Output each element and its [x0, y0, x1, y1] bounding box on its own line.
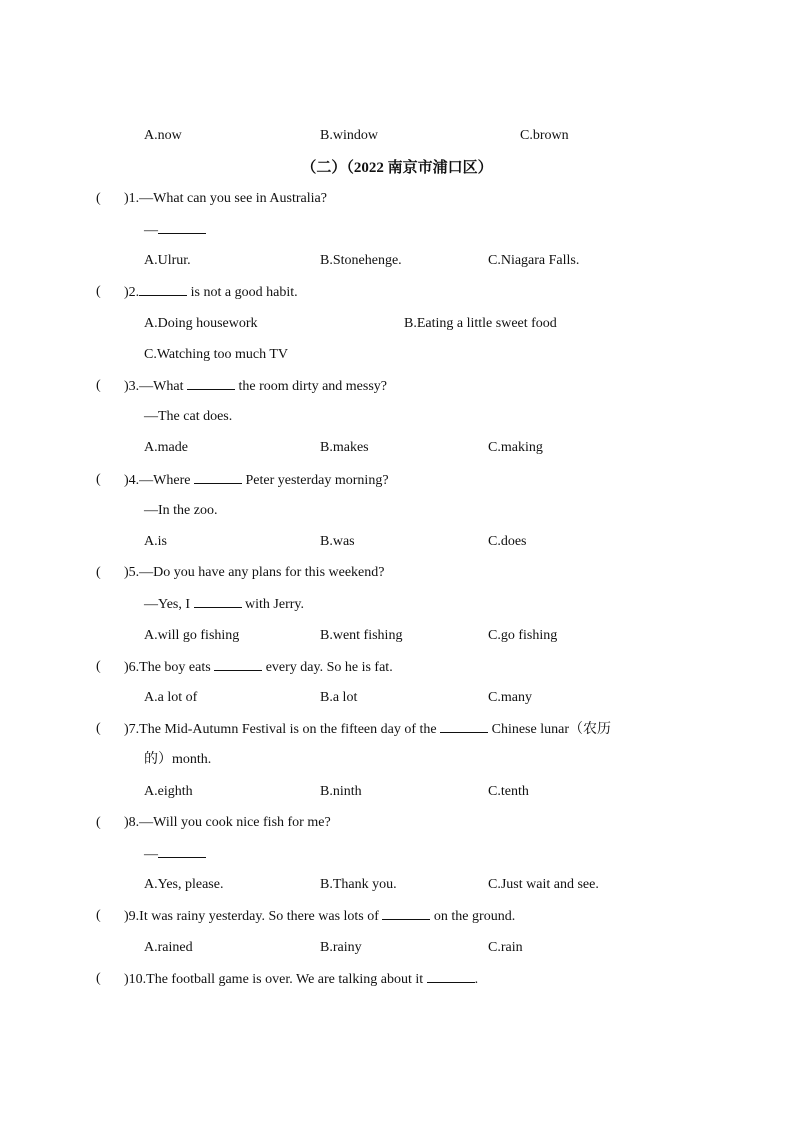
answer-paren: (	[96, 659, 101, 674]
answer-blank	[158, 221, 206, 234]
question-7-stem: )7.The Mid-Autumn Festival is on the fifteen day of the Chinese lunar（农历	[124, 722, 611, 737]
option-a: A.Ulrur.	[144, 253, 191, 268]
answer-blank	[440, 720, 488, 733]
question-8-answer-line: —	[144, 845, 206, 864]
option-a: A.now	[144, 128, 182, 143]
answer-paren: (	[96, 815, 101, 830]
question-3-stem: )3.—What the room dirty and messy?	[124, 379, 388, 394]
question-8-stem: )8.—Will you cook nice fish for me?	[124, 815, 331, 830]
answer-paren: (	[96, 191, 101, 206]
answer-paren: (	[96, 971, 101, 986]
section-title: （二）（2022 南京市浦口区）	[301, 160, 493, 176]
question-5-reply: —Yes, I with Jerry.	[144, 597, 305, 612]
question-4-stem: )4.—Where Peter yesterday morning?	[124, 473, 389, 488]
option-b: B.went fishing	[320, 628, 403, 643]
answer-paren: (	[96, 284, 101, 299]
answer-paren: (	[96, 908, 101, 923]
answer-paren: (	[96, 721, 101, 736]
option-a: A.made	[144, 440, 188, 455]
option-a: A.Yes, please.	[144, 877, 224, 892]
option-b: B.Thank you.	[320, 877, 397, 892]
question-9-stem: )9.It was rainy yesterday. So there was lots of on the ground.	[124, 909, 516, 924]
option-a: A.is	[144, 534, 167, 549]
option-b: B.was	[320, 534, 355, 549]
question-1-answer-line: —	[144, 221, 206, 240]
option-b: B.Stonehenge.	[320, 253, 402, 268]
question-2-stem: )2. is not a good habit.	[124, 285, 298, 300]
option-c: C.Just wait and see.	[488, 877, 599, 892]
question-6-stem: )6.The boy eats every day. So he is fat.	[124, 660, 393, 675]
answer-paren: (	[96, 472, 101, 487]
option-c: C.tenth	[488, 784, 529, 799]
answer-blank	[158, 845, 206, 858]
option-a: A.will go fishing	[144, 628, 240, 643]
option-c: C.go fishing	[488, 628, 558, 643]
answer-blank	[139, 283, 187, 296]
answer-blank	[187, 377, 235, 390]
question-4-reply: —In the zoo.	[144, 503, 218, 518]
option-b: B.window	[320, 128, 378, 143]
option-b: B.makes	[320, 440, 369, 455]
option-c: C.many	[488, 690, 532, 705]
option-c: C.brown	[520, 128, 569, 143]
option-c: C.Niagara Falls.	[488, 253, 580, 268]
question-10-stem: )10.The football game is over. We are talking about it .	[124, 972, 479, 987]
option-a: A.rained	[144, 940, 193, 955]
option-a: A.eighth	[144, 784, 193, 799]
answer-paren: (	[96, 378, 101, 393]
option-c: C.Watching too much TV	[144, 347, 289, 362]
option-a: A.Doing housework	[144, 316, 258, 331]
answer-blank	[194, 471, 242, 484]
option-c: C.making	[488, 440, 543, 455]
option-c: C.does	[488, 534, 527, 549]
answer-blank	[382, 907, 430, 920]
answer-blank	[214, 658, 262, 671]
question-3-reply: —The cat does.	[144, 409, 233, 424]
answer-blank	[427, 970, 475, 983]
question-1-stem: )1.—What can you see in Australia?	[124, 191, 327, 206]
option-a: A.a lot of	[144, 690, 198, 705]
answer-blank	[194, 595, 242, 608]
option-b: B.ninth	[320, 784, 362, 799]
option-b: B.a lot	[320, 690, 358, 705]
answer-paren: (	[96, 565, 101, 580]
option-c: C.rain	[488, 940, 523, 955]
question-7-continuation: 的）month.	[144, 752, 212, 767]
option-b: B.Eating a little sweet food	[404, 316, 557, 331]
question-5-stem: )5.—Do you have any plans for this weekend?	[124, 565, 385, 580]
option-b: B.rainy	[320, 940, 362, 955]
